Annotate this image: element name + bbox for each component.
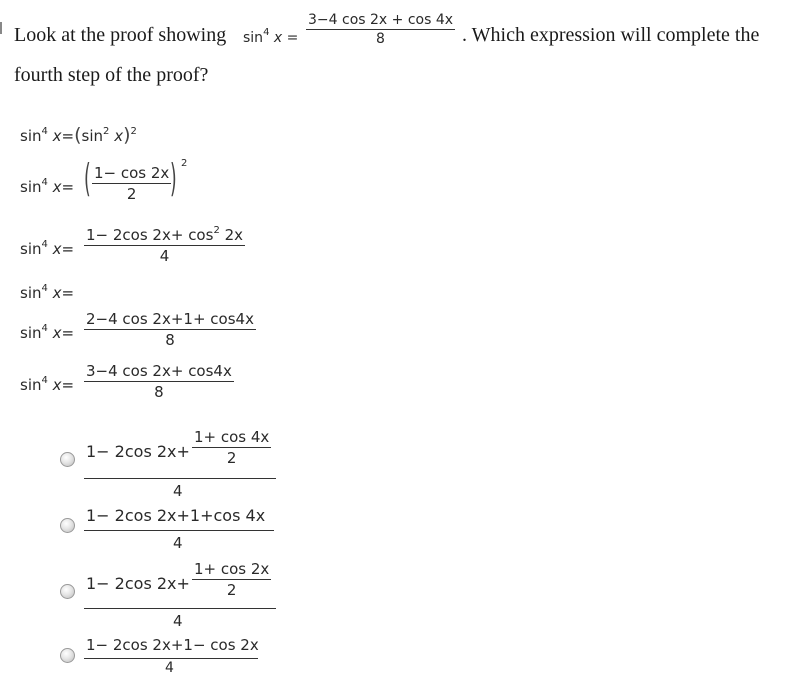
step-lhs-func: sin	[20, 127, 42, 145]
step-lhs-var: x	[52, 127, 62, 145]
step2-den: 2	[126, 185, 137, 203]
step-lhs-func: sin	[20, 376, 42, 394]
option-a-main: 1− 2cos 2x+	[86, 442, 190, 461]
option-d-bar	[84, 658, 258, 659]
question-lhs-func: sin	[243, 30, 264, 46]
option-c-den: 4	[173, 612, 183, 630]
question-prefix: Look at the proof showing	[14, 24, 227, 46]
step-lhs-power: 4	[41, 323, 48, 334]
option-c-bar	[84, 608, 276, 609]
step5-num: 2−4 cos 2x+1+ cos4x	[86, 310, 254, 328]
step-eq: =	[61, 178, 75, 196]
step-eq: =	[61, 284, 75, 302]
step-lhs-func: sin	[20, 240, 42, 258]
proof-step-2-lhs	[20, 178, 74, 196]
step2-bar	[92, 183, 171, 184]
option-c-inner-bar	[192, 579, 271, 580]
option-c-radio[interactable]	[60, 584, 75, 599]
step6-fraction	[84, 362, 234, 401]
step3-fraction	[84, 226, 245, 265]
question-lhs: $\sin^4 x$ =	[243, 27, 299, 46]
step2-left-paren: (	[84, 156, 91, 200]
option-b-main: 1− 2cos 2x+1+cos 4x	[86, 506, 266, 525]
step-lhs-power: 4	[41, 177, 48, 188]
step2-right-paren: )	[170, 156, 177, 200]
step5-fraction	[84, 310, 256, 349]
option-a-inner-fraction	[192, 428, 271, 467]
step1-inner-power: 2	[103, 126, 110, 137]
step2-fraction	[92, 164, 171, 203]
option-c-inner-num: 1+ cos 2x	[194, 560, 270, 578]
option-a-inner-num: 1+ cos 4x	[194, 428, 270, 446]
step3-num-a: 1− 2cos 2x+ cos	[86, 226, 214, 244]
step2-power: 2	[181, 158, 188, 169]
step-lhs-func: sin	[20, 284, 42, 302]
question-fraction	[306, 12, 455, 47]
step-eq: =	[61, 324, 75, 342]
step-lhs-var: x	[52, 376, 62, 394]
step3-den: 4	[159, 247, 170, 265]
question-lhs-var: x	[273, 30, 283, 46]
step6-bar	[84, 381, 234, 382]
option-b-bar	[84, 530, 274, 531]
option-c-inner-den: 2	[226, 581, 237, 599]
option-b-den: 4	[173, 534, 183, 552]
step-eq: =	[61, 127, 75, 145]
proof-step-5-lhs	[20, 324, 74, 342]
step2-num: 1− cos 2x	[94, 164, 170, 182]
option-a-radio[interactable]	[60, 452, 75, 467]
step-lhs-var: x	[52, 178, 62, 196]
step-lhs-power: 4	[41, 239, 48, 250]
step1-outer-power: 2	[130, 126, 137, 137]
option-a-inner-bar	[192, 447, 271, 448]
option-b-radio[interactable]	[60, 518, 75, 533]
step-lhs-power: 4	[41, 375, 48, 386]
step-eq: =	[61, 376, 75, 394]
question-lhs-power: 4	[263, 27, 270, 38]
proof-step-6-lhs	[20, 376, 74, 394]
step6-num: 3−4 cos 2x+ cos4x	[86, 362, 232, 380]
step3-num-b: 2x	[224, 226, 244, 244]
question-fraction-den: 8	[376, 31, 385, 47]
step-lhs-var: x	[52, 284, 62, 302]
step5-den: 8	[165, 331, 175, 349]
proof-step-3-lhs	[20, 240, 74, 258]
option-a-bar	[84, 478, 276, 479]
option-a-inner-den: 2	[226, 449, 237, 467]
option-d-radio[interactable]	[60, 648, 75, 663]
step3-bar	[84, 245, 245, 246]
step-lhs-power: 4	[41, 126, 48, 137]
step3-num	[84, 226, 245, 244]
step3-num-sup: 2	[213, 225, 220, 236]
step6-den: 8	[154, 383, 164, 401]
option-d-main: 1− 2cos 2x+1− cos 2x	[86, 636, 259, 654]
step-lhs-func: sin	[20, 324, 42, 342]
step-lhs-var: x	[52, 324, 62, 342]
option-c-main: 1− 2cos 2x+	[86, 574, 190, 593]
question-line2: fourth step of the proof?	[14, 64, 209, 86]
question-fraction-bar	[306, 29, 455, 30]
proof-step-1: $\sin^4 x=(\sin^2$ x)$^2$	[20, 124, 137, 146]
step5-bar	[84, 329, 256, 330]
option-a-den: 4	[173, 482, 183, 500]
step1-inner-func: sin	[81, 127, 104, 145]
question-marker	[0, 22, 7, 34]
option-c-inner-fraction	[192, 560, 271, 599]
step1-inner-var: x	[114, 127, 124, 145]
proof-step-4-lhs	[20, 284, 74, 302]
step-lhs-power: 4	[41, 283, 48, 294]
question-suffix: . Which expression will complete the	[462, 24, 760, 46]
step-eq: =	[61, 240, 75, 258]
step-lhs-func: sin	[20, 178, 42, 196]
step-lhs-var: x	[52, 240, 62, 258]
question-fraction-num: 3−4 cos 2x + cos 4x	[308, 12, 454, 28]
option-d-den: 4	[165, 660, 174, 676]
